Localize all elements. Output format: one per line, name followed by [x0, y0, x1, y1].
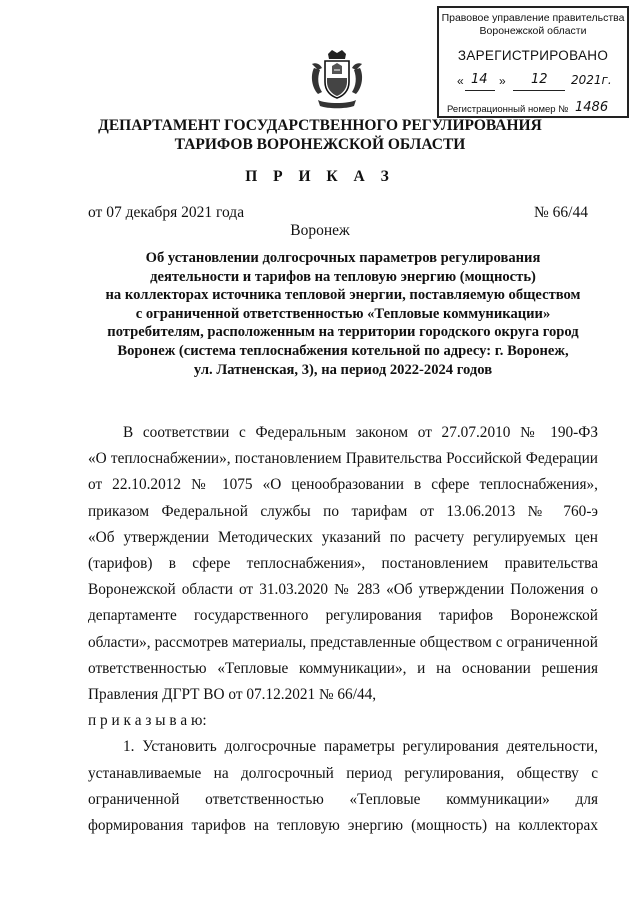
stamp-registered-label: ЗАРЕГИСТРИРОВАНО [457, 48, 609, 63]
body-line: области», рассмотрев материалы, представленные обществом с ограниченной [88, 633, 598, 651]
document-type-title: П Р И К А З [245, 168, 395, 185]
subject-line: Воронеж (система теплоснабжения котельной по адресу: г. Воронеж, [117, 342, 569, 359]
body-line: (тарифов) в сфере теплоснабжения», постановлением правительства [88, 555, 598, 573]
order-number: № 66/44 [534, 204, 588, 221]
subject-line: Об установлении долгосрочных параметров регулирования [145, 250, 541, 266]
subject-line: с ограниченной ответственностью «Тепловые коммуникации» [135, 305, 551, 322]
body-line: Правления ДГРТ ВО от 07.12.2021 № 66/44, [88, 686, 377, 704]
department-name [0, 116, 640, 154]
stamp-reg-number-value: 1486 [575, 100, 609, 115]
body-line: «О теплоснабжении», постановлением Правительства Российской Федерации [88, 450, 598, 468]
orders-keyword: п р и к а з ы в а ю: [88, 712, 207, 730]
stamp-authority-line2: Воронежской области [479, 25, 587, 37]
stamp-date-month: 12 [531, 72, 548, 87]
body-line: ограниченной ответственностью «Тепловые коммуникации» для [88, 790, 598, 808]
body-line: формирования тарифов на тепловую энергию (мощность) на коллекторах [88, 817, 598, 835]
body-line: устанавливаемые на долгосрочный период регулирования, обществу с [88, 764, 598, 782]
stamp-reg-number-label: Регистрационный номер № [447, 104, 569, 115]
subject-line: деятельности и тарифов на тепловую энергию (мощность) [150, 268, 536, 285]
subject-line: потребителям, расположенным на территории городского округа город [107, 324, 579, 341]
stamp-quote-close: » [499, 74, 506, 88]
subject-line: на коллекторах источника тепловой энергии, поставляемую обществом [105, 287, 581, 304]
body-line: 1. Установить долгосрочные параметры регулирования деятельности, [123, 738, 598, 756]
body-line: департаменте государственного регулирования тарифов Воронежской [88, 607, 598, 625]
stamp-quote-open: « [457, 74, 464, 88]
body-line: В соответствии с Федеральным законом от 27.07.2010 № 190-ФЗ [123, 424, 598, 441]
stamp-date [451, 74, 623, 92]
registration-stamp [437, 6, 629, 118]
body-line: от 22.10.2012 № 1075 «О ценообразовании в сфере теплоснабжения», [88, 476, 598, 494]
body-line: приказом Федеральной службы по тарифам от 13.06.2013 № 760-э [88, 502, 598, 520]
order-subject [88, 249, 598, 379]
body-line: Воронежской области от 31.03.2020 № 283 «Об утверждении Положения о [88, 581, 598, 599]
order-date: от 07 декабря 2021 года [88, 204, 245, 221]
stamp-authority-line1: Правовое управление правительства [441, 12, 625, 24]
voronezh-coat-of-arms-icon [308, 48, 366, 110]
order-city: Воронеж [290, 222, 350, 239]
department-line-1: ДЕПАРТАМЕНТ ГОСУДАРСТВЕННОГО РЕГУЛИРОВАНИЯ [98, 117, 542, 134]
body-line: ответственностью «Тепловые коммуникации», и на основании решения [88, 659, 598, 677]
subject-line: ул. Латненская, 3), на период 2022-2024 годов [193, 361, 493, 378]
department-line-2: ТАРИФОВ ВОРОНЕЖСКОЙ ОБЛАСТИ [174, 136, 466, 153]
stamp-date-day: 14 [471, 72, 488, 87]
order-body [88, 420, 598, 839]
body-line: «Об утверждении Методических указаний по расчету регулируемых цен [88, 528, 598, 546]
stamp-date-year: 2021г. [571, 73, 612, 87]
